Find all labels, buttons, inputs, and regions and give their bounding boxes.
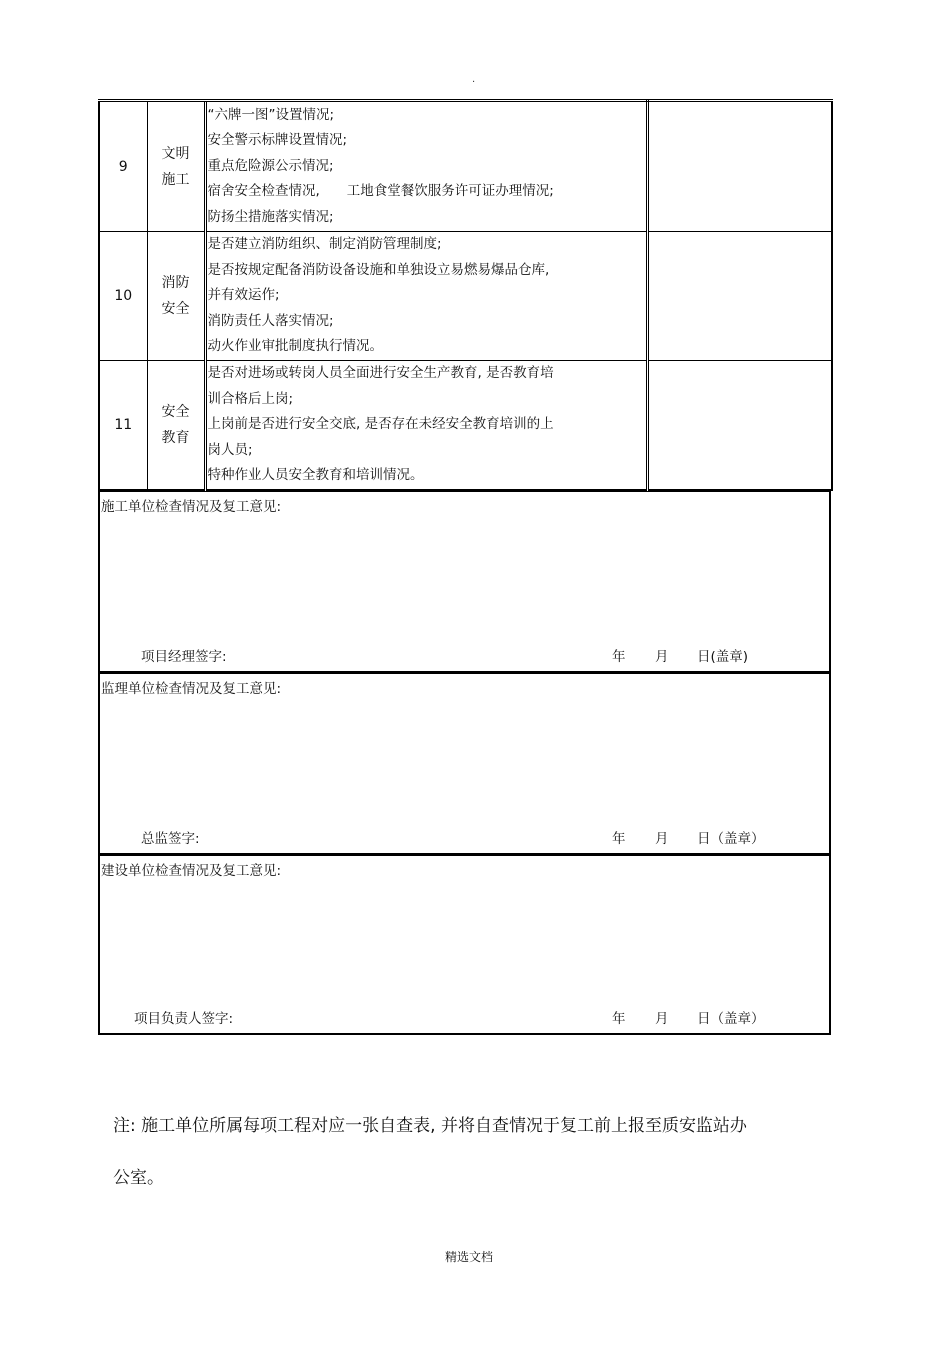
content-line: 是否建立消防组织、制定消防管理制度; bbox=[207, 236, 442, 253]
section-title: 建设单位检查情况及复工意见: bbox=[101, 863, 282, 879]
content-line: 防扬尘措施落实情况; bbox=[207, 208, 334, 225]
content-line: 并有效运作; bbox=[207, 287, 280, 304]
date-month: 月 bbox=[655, 831, 669, 847]
content-line: 上岗前是否进行安全交底, 是否存在未经安全教育培训的上 bbox=[207, 416, 554, 433]
content-line: 是否对进场或转岗人员全面进行安全生产教育, 是否教育培 bbox=[207, 365, 554, 382]
signature-label: 项目经理签字: bbox=[141, 649, 227, 665]
category-line: 教育 bbox=[161, 430, 190, 446]
table-row bbox=[99, 361, 832, 491]
item-number: 9 bbox=[99, 101, 147, 232]
item-content bbox=[205, 101, 647, 232]
content-line: 安全警示标牌设置情况; bbox=[207, 132, 348, 149]
result-cell[interactable] bbox=[647, 361, 832, 491]
date-day-seal: 日（盖章） bbox=[697, 1011, 765, 1027]
signature-label: 总监签字: bbox=[141, 831, 200, 847]
content-line: 岗人员; bbox=[207, 441, 253, 458]
result-cell[interactable] bbox=[647, 101, 832, 232]
table-row bbox=[99, 232, 832, 361]
signature-label: 项目负责人签字: bbox=[134, 1011, 234, 1027]
date-year: 年 bbox=[612, 1011, 626, 1027]
category-line: 安全 bbox=[161, 404, 190, 420]
inspection-items-table bbox=[98, 99, 833, 491]
content-line: 是否按规定配备消防设备设施和单独设立易燃易爆品仓库, bbox=[207, 261, 550, 278]
item-category bbox=[147, 101, 205, 232]
section-title: 施工单位检查情况及复工意见: bbox=[101, 499, 282, 515]
page-footer: 精选文档 bbox=[445, 1250, 494, 1264]
result-cell[interactable] bbox=[647, 232, 832, 361]
supervisor-opinion-section[interactable] bbox=[98, 673, 831, 855]
date-month: 月 bbox=[655, 649, 669, 665]
date-year: 年 bbox=[612, 831, 626, 847]
content-line: 重点危险源公示情况; bbox=[207, 157, 334, 174]
footnote bbox=[113, 1100, 813, 1204]
category-line: 消防 bbox=[161, 275, 190, 291]
section-title: 监理单位检查情况及复工意见: bbox=[101, 681, 282, 697]
category-line: 施工 bbox=[161, 171, 190, 188]
footnote-line: 注: 施工单位所属每项工程对应一张自查表, 并将自查情况于复工前上报至质安监站办 bbox=[113, 1116, 747, 1136]
content-line: 消防责任人落实情况; bbox=[207, 312, 334, 329]
date-month: 月 bbox=[655, 1011, 669, 1027]
date-day-seal: 日(盖章) bbox=[697, 649, 749, 665]
item-category bbox=[147, 232, 205, 361]
item-content bbox=[205, 361, 647, 491]
date-year: 年 bbox=[612, 649, 626, 665]
content-line: “六牌一图”设置情况; bbox=[207, 106, 335, 123]
date-day-seal: 日（盖章） bbox=[697, 831, 765, 847]
item-content bbox=[205, 232, 647, 361]
item-category bbox=[147, 361, 205, 491]
category-line: 文明 bbox=[161, 145, 190, 162]
contractor-opinion-section[interactable] bbox=[98, 491, 831, 673]
table-row bbox=[99, 101, 832, 232]
header-dot: . bbox=[472, 74, 476, 85]
category-line: 安全 bbox=[161, 301, 190, 317]
content-line: 宿舍安全检查情况, 工地食堂餐饮服务许可证办理情况; bbox=[207, 183, 554, 200]
item-number: 11 bbox=[99, 361, 147, 491]
item-number: 10 bbox=[99, 232, 147, 361]
footnote-line: 公室。 bbox=[113, 1168, 164, 1188]
content-line: 特种作业人员安全教育和培训情况。 bbox=[207, 467, 424, 484]
content-line: 训合格后上岗; bbox=[207, 390, 294, 407]
owner-opinion-section[interactable] bbox=[98, 855, 831, 1035]
content-line: 动火作业审批制度执行情况。 bbox=[207, 338, 383, 355]
inspection-form bbox=[98, 99, 831, 1035]
